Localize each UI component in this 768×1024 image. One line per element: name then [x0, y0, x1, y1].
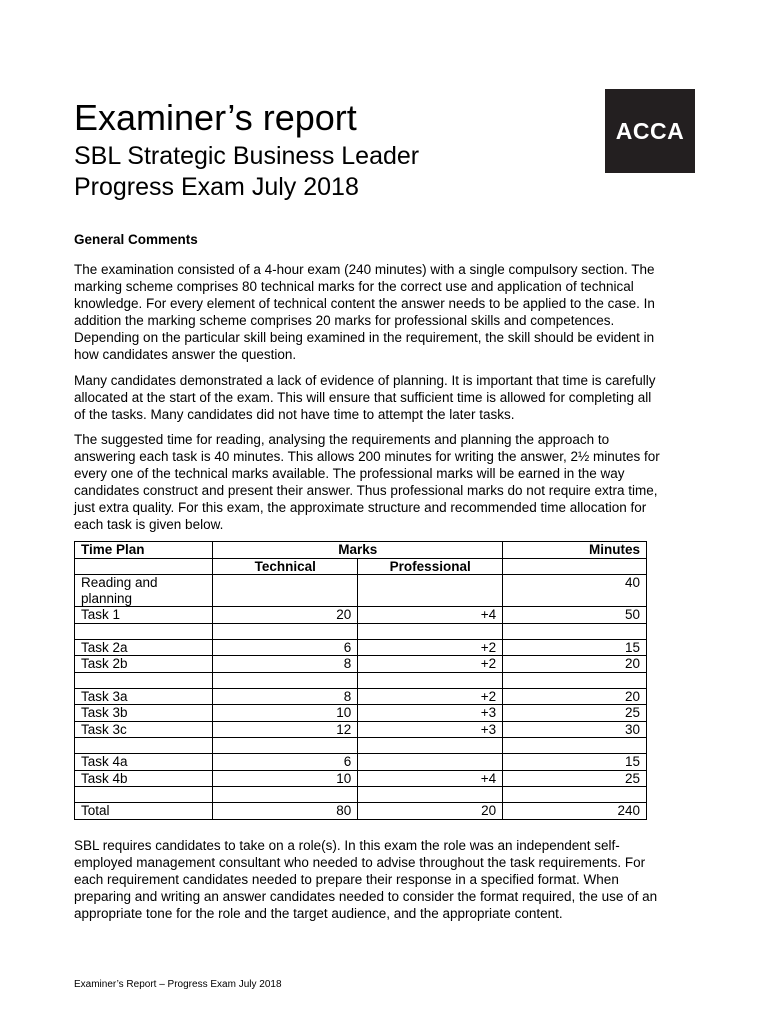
document-subtitle-line-2: Progress Exam July 2018 — [74, 173, 359, 201]
technical-cell: 80 — [213, 803, 358, 820]
technical-cell: 6 — [213, 639, 358, 656]
text-line: Many candidates demonstrated a lack of evidence of planning. It is important that time is carefully — [74, 373, 656, 388]
text-line: Depending on the particular skill being examined in the requirement, the skill should be evident in — [74, 329, 655, 345]
professional-cell: +2 — [358, 656, 503, 673]
professional-cell: +2 — [358, 688, 503, 705]
professional-cell: 20 — [358, 803, 503, 820]
paragraph-time-allocation — [74, 432, 694, 533]
table-subheader-row — [75, 558, 647, 575]
professional-cell: +3 — [358, 721, 503, 738]
task-label-line-2: planning — [81, 590, 133, 606]
technical-cell — [213, 672, 358, 688]
technical-cell — [213, 787, 358, 803]
table-row — [75, 705, 647, 722]
acca-logo — [605, 89, 695, 173]
minutes-cell — [503, 623, 647, 639]
task-cell: Task 2a — [75, 639, 213, 656]
text-line: each task is given below. — [74, 516, 224, 532]
table-row-spacer — [75, 672, 647, 688]
technical-cell — [213, 575, 358, 607]
task-label-line-1: Reading and — [81, 575, 158, 590]
minutes-cell: 240 — [503, 803, 647, 820]
task-cell — [75, 672, 213, 688]
table-row — [75, 656, 647, 673]
time-plan-table — [74, 541, 647, 820]
minutes-cell: 15 — [503, 639, 647, 656]
text-line: employed management consultant who needed to advise throughout the task requirements. For — [74, 854, 646, 870]
text-line: addition the marking scheme comprises 20 marks for professional skills and competences. — [74, 312, 615, 328]
table-row — [75, 688, 647, 705]
paragraph-planning — [74, 373, 694, 424]
text-line: The suggested time for reading, analysing the requirements and planning the approach to — [74, 432, 610, 447]
technical-cell — [213, 738, 358, 754]
task-cell — [75, 623, 213, 639]
document-subtitle-line-1: SBL Strategic Business Leader — [74, 142, 420, 170]
technical-cell: 10 — [213, 705, 358, 722]
minutes-cell: 25 — [503, 705, 647, 722]
task-cell — [75, 575, 213, 607]
text-line: preparing and writing an answer candidates needed to consider the format required, the use of an — [74, 888, 658, 904]
task-cell — [75, 738, 213, 754]
technical-cell: 6 — [213, 754, 358, 771]
task-cell: Task 4b — [75, 770, 213, 787]
text-line: The examination consisted of a 4-hour exam (240 minutes) with a single compulsory section. The — [74, 262, 655, 277]
professional-cell — [358, 672, 503, 688]
text-line: candidates construct and present their answer. Thus professional marks do not require extra time, — [74, 482, 658, 498]
professional-cell: +4 — [358, 607, 503, 624]
table-row-spacer — [75, 623, 647, 639]
technical-cell: 20 — [213, 607, 358, 624]
task-cell — [75, 787, 213, 803]
task-cell: Task 2b — [75, 656, 213, 673]
professional-cell — [358, 738, 503, 754]
technical-header: Technical — [213, 558, 358, 575]
document-title: Examiner’s report — [74, 97, 357, 138]
section-heading: General Comments — [74, 232, 198, 247]
page-footer: Examiner’s Report – Progress Exam July 2018 — [74, 979, 282, 990]
empty-cell — [503, 558, 647, 575]
professional-cell — [358, 575, 503, 607]
professional-cell — [358, 623, 503, 639]
professional-cell: +2 — [358, 639, 503, 656]
marks-header: Marks — [213, 542, 503, 559]
minutes-cell: 50 — [503, 607, 647, 624]
professional-header: Professional — [358, 558, 503, 575]
time-plan-header: Time Plan — [75, 542, 213, 559]
text-line: knowledge. For every element of technical content the answer needs to be applied to the case. In — [74, 295, 655, 311]
empty-cell — [75, 558, 213, 575]
table-row — [75, 721, 647, 738]
task-cell: Task 3a — [75, 688, 213, 705]
professional-cell — [358, 787, 503, 803]
minutes-cell: 30 — [503, 721, 647, 738]
professional-cell: +3 — [358, 705, 503, 722]
minutes-cell — [503, 738, 647, 754]
text-line: allocated at the start of the exam. This will ensure that sufficient time is allowed for completing all — [74, 389, 652, 405]
text-line: SBL requires candidates to take on a role(s). In this exam the role was an independent self- — [74, 838, 620, 853]
table-total-row — [75, 803, 647, 820]
text-line: answering each task is 40 minutes. This allows 200 minutes for writing the answer, 2½ minutes for — [74, 448, 660, 464]
table-row — [75, 754, 647, 771]
text-line: every one of the technical marks available. The professional marks will be earned in the way — [74, 465, 625, 481]
text-line: marking scheme comprises 80 technical marks for the correct use and application of technical — [74, 278, 634, 294]
task-cell: Task 3c — [75, 721, 213, 738]
table-header-row — [75, 542, 647, 559]
technical-cell: 10 — [213, 770, 358, 787]
text-line: just extra quality. For this exam, the approximate structure and recommended time allocation for — [74, 499, 647, 515]
technical-cell: 8 — [213, 688, 358, 705]
minutes-header: Minutes — [503, 542, 647, 559]
technical-cell: 8 — [213, 656, 358, 673]
table-row — [75, 607, 647, 624]
minutes-cell: 20 — [503, 656, 647, 673]
professional-cell: +4 — [358, 770, 503, 787]
table-row-spacer — [75, 787, 647, 803]
task-cell: Task 3b — [75, 705, 213, 722]
text-line: appropriate tone for the role and the target audience, and the appropriate content. — [74, 905, 563, 921]
technical-cell: 12 — [213, 721, 358, 738]
minutes-cell — [503, 787, 647, 803]
task-cell: Task 4a — [75, 754, 213, 771]
minutes-cell: 20 — [503, 688, 647, 705]
task-cell: Task 1 — [75, 607, 213, 624]
text-line: how candidates answer the question. — [74, 346, 297, 362]
paragraph-exam-structure — [74, 262, 694, 363]
text-line: of the tasks. Many candidates did not have time to attempt the later tasks. — [74, 406, 515, 422]
paragraph-role — [74, 838, 694, 923]
table-row-spacer — [75, 738, 647, 754]
table-row — [75, 639, 647, 656]
text-line: each requirement candidates needed to prepare their response in a specified format. When — [74, 871, 619, 887]
table-row — [75, 575, 647, 607]
minutes-cell: 40 — [503, 575, 647, 607]
table-row — [75, 770, 647, 787]
acca-logo-text: ACCA — [615, 117, 685, 144]
professional-cell — [358, 754, 503, 771]
technical-cell — [213, 623, 358, 639]
minutes-cell: 25 — [503, 770, 647, 787]
task-cell: Total — [75, 803, 213, 820]
minutes-cell: 15 — [503, 754, 647, 771]
minutes-cell — [503, 672, 647, 688]
